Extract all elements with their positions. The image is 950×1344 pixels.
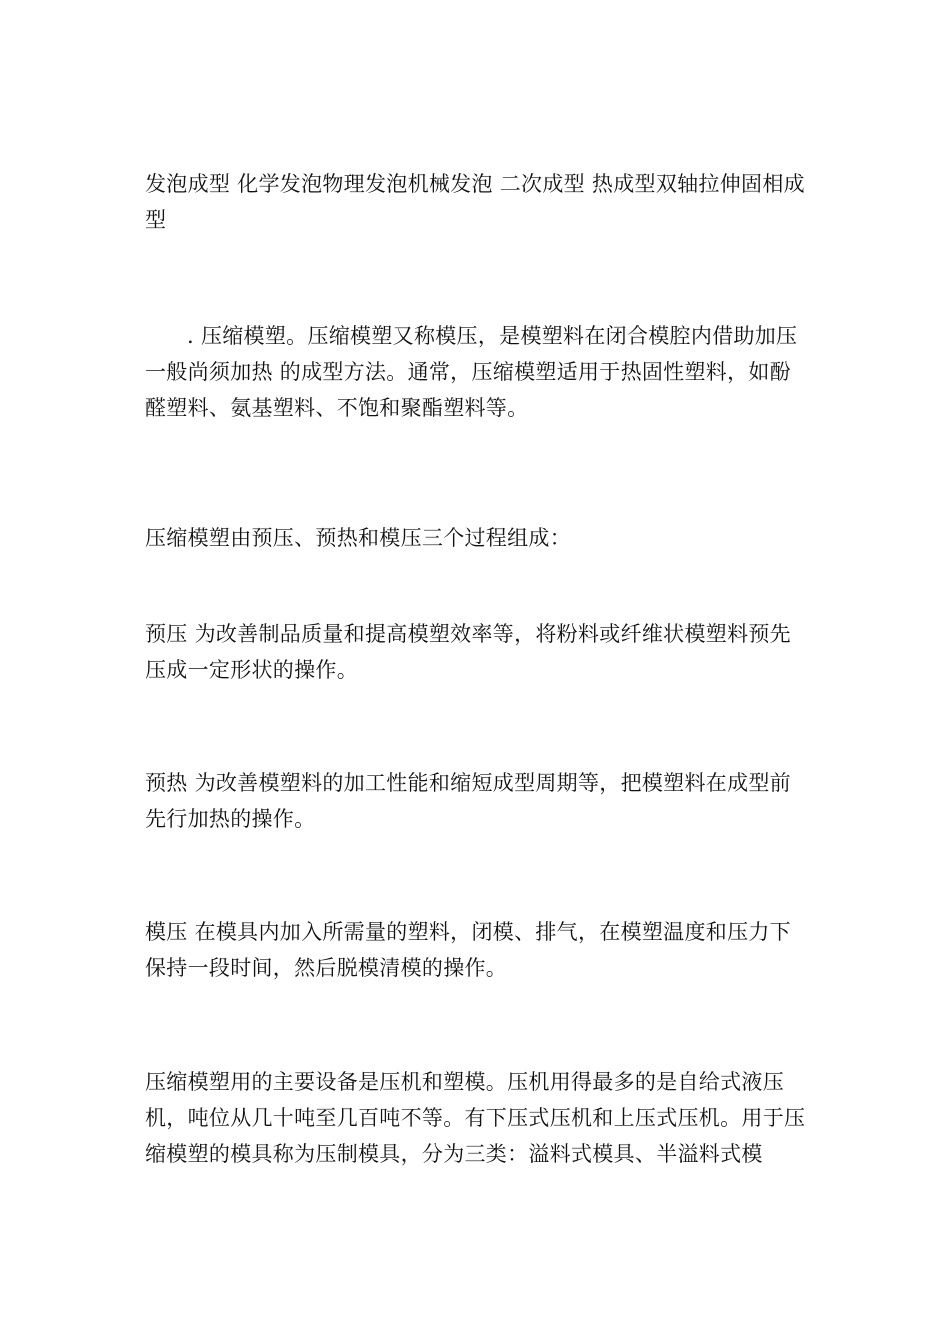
- paragraph-equipment: 压缩模塑用的主要设备是压机和塑模。压机用得最多的是自给式液压机，吨位从几十吨至几百吨不等。有下压式压机和上压式压机。用于压缩模塑的模具称为压制模具，分为三类：溢料式模具、半溢料式模: [145, 1070, 806, 1166]
- paragraph-process-overview: 压缩模塑由预压、预热和模压三个过程组成：: [145, 526, 571, 550]
- paragraph-preheating: 预热 为改善模塑料的加工性能和缩短成型周期等，把模塑料在成型前先行加热的操作。: [145, 771, 791, 831]
- paragraph-preforming: 预压 为改善制品质量和提高模塑效率等，将粉料或纤维状模塑料预先压成一定形状的操作。: [145, 622, 791, 682]
- paragraph-molding: 模压 在模具内加入所需量的塑料，闭模、排气，在模塑温度和压力下保持一段时间，然后脱模清模的操作。: [145, 920, 791, 980]
- paragraph-compression-molding-definition: . 压缩模塑。压缩模塑又称模压，是模塑料在闭合模腔内借助加压 一般尚须加热 的成型方法。通常，压缩模塑适用于热固性塑料，如酚醛塑料、氨基塑料、不饱和聚酯塑料等。: [145, 324, 798, 420]
- paragraph-forming-methods: 发泡成型 化学发泡物理发泡机械发泡 二次成型 热成型双轴拉伸固相成型: [145, 172, 805, 232]
